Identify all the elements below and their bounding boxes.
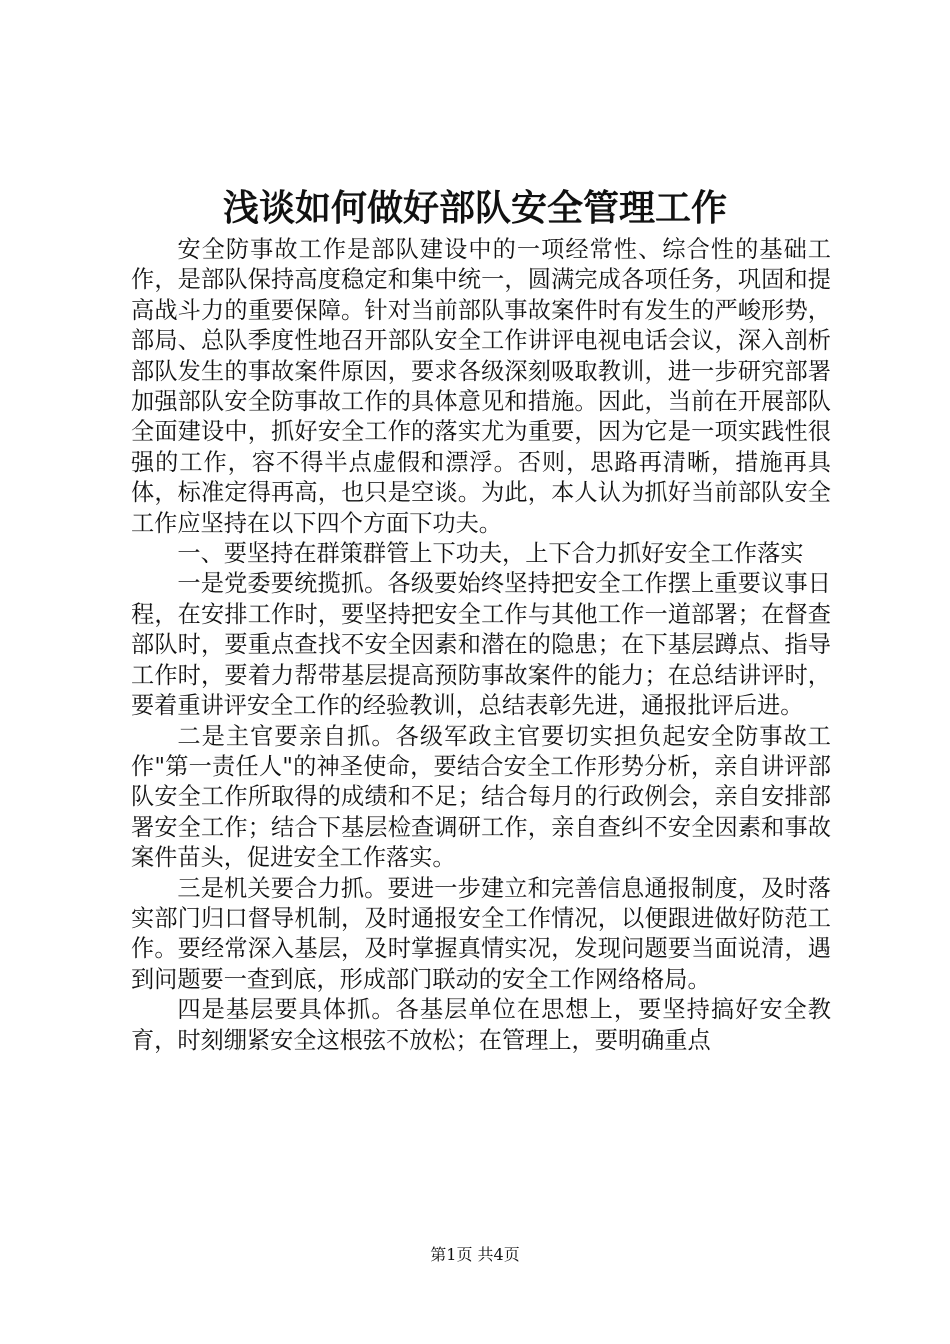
paragraph-section-heading: 一、要坚持在群策群管上下功夫，上下合力抓好安全工作落实 <box>177 540 804 568</box>
page-footer: 第1页 共4页 <box>430 1245 520 1264</box>
paragraph-point-2: 二是主官要亲自抓。各级军政主官要切实担负起安全防事故工作"第一责任人"的神圣使命，要结合安全工作形势分析，亲自讲评部队安全工作所取得的成绩和不足；结合每月的行政例会，亲自安排部署安全工作；结合下基层检查调研工作，亲自查纠不安全因素和事故案件苗头，促进安全工作落实。 <box>131 722 831 872</box>
paragraph-point-3: 三是机关要合力抓。要进一步建立和完善信息通报制度，及时落实部门归口督导机制，及时通报安全工作情况，以便跟进做好防范工作。要经常深入基层，及时掌握真情实况，发现问题要当面说清，遇到问题要一查到底，形成部门联动的安全工作网络格局。 <box>131 874 831 993</box>
paragraph-point-1: 一是党委要统揽抓。各级要始终坚持把安全工作摆上重要议事日程，在安排工作时，要坚持把安全工作与其他工作一道部署；在督查部队时，要重点查找不安全因素和潜在的隐患；在下基层蹲点、指导工作时，要着力帮带基层提高预防事故案件的能力；在总结讲评时，要着重讲评安全工作的经验教训，总结表彰先进，通报批评后进。 <box>131 570 831 720</box>
document-title: 浅谈如何做好部队安全管理工作 <box>222 187 727 229</box>
paragraph-point-4: 四是基层要具体抓。各基层单位在思想上，要坚持搞好安全教育，时刻绷紧安全这根弦不放松；在管理上，要明确重点 <box>131 996 831 1054</box>
paragraph-intro: 安全防事故工作是部队建设中的一项经常性、综合性的基础工作，是部队保持高度稳定和集中统一，圆满完成各项任务，巩固和提高战斗力的重要保障。针对当前部队事故案件时有发生的严峻形势，部局、总队季度性地召开部队安全工作讲评电视电话会议，深入剖析部队发生的事故案件原因，要求各级深刻吸取教训，进一步研究部署加强部队安全防事故工作的具体意见和措施。因此，当前在开展部队全面建设中，抓好安全工作的落实尤为重要，因为它是一项实践性很强的工作，容不得半点虚假和漂浮。否则，思路再清晰，措施再具体，标准定得再高，也只是空谈。为此，本人认为抓好当前部队安全工作应坚持在以下四个方面下功夫。 <box>131 236 831 537</box>
document-body <box>131 235 831 1056</box>
